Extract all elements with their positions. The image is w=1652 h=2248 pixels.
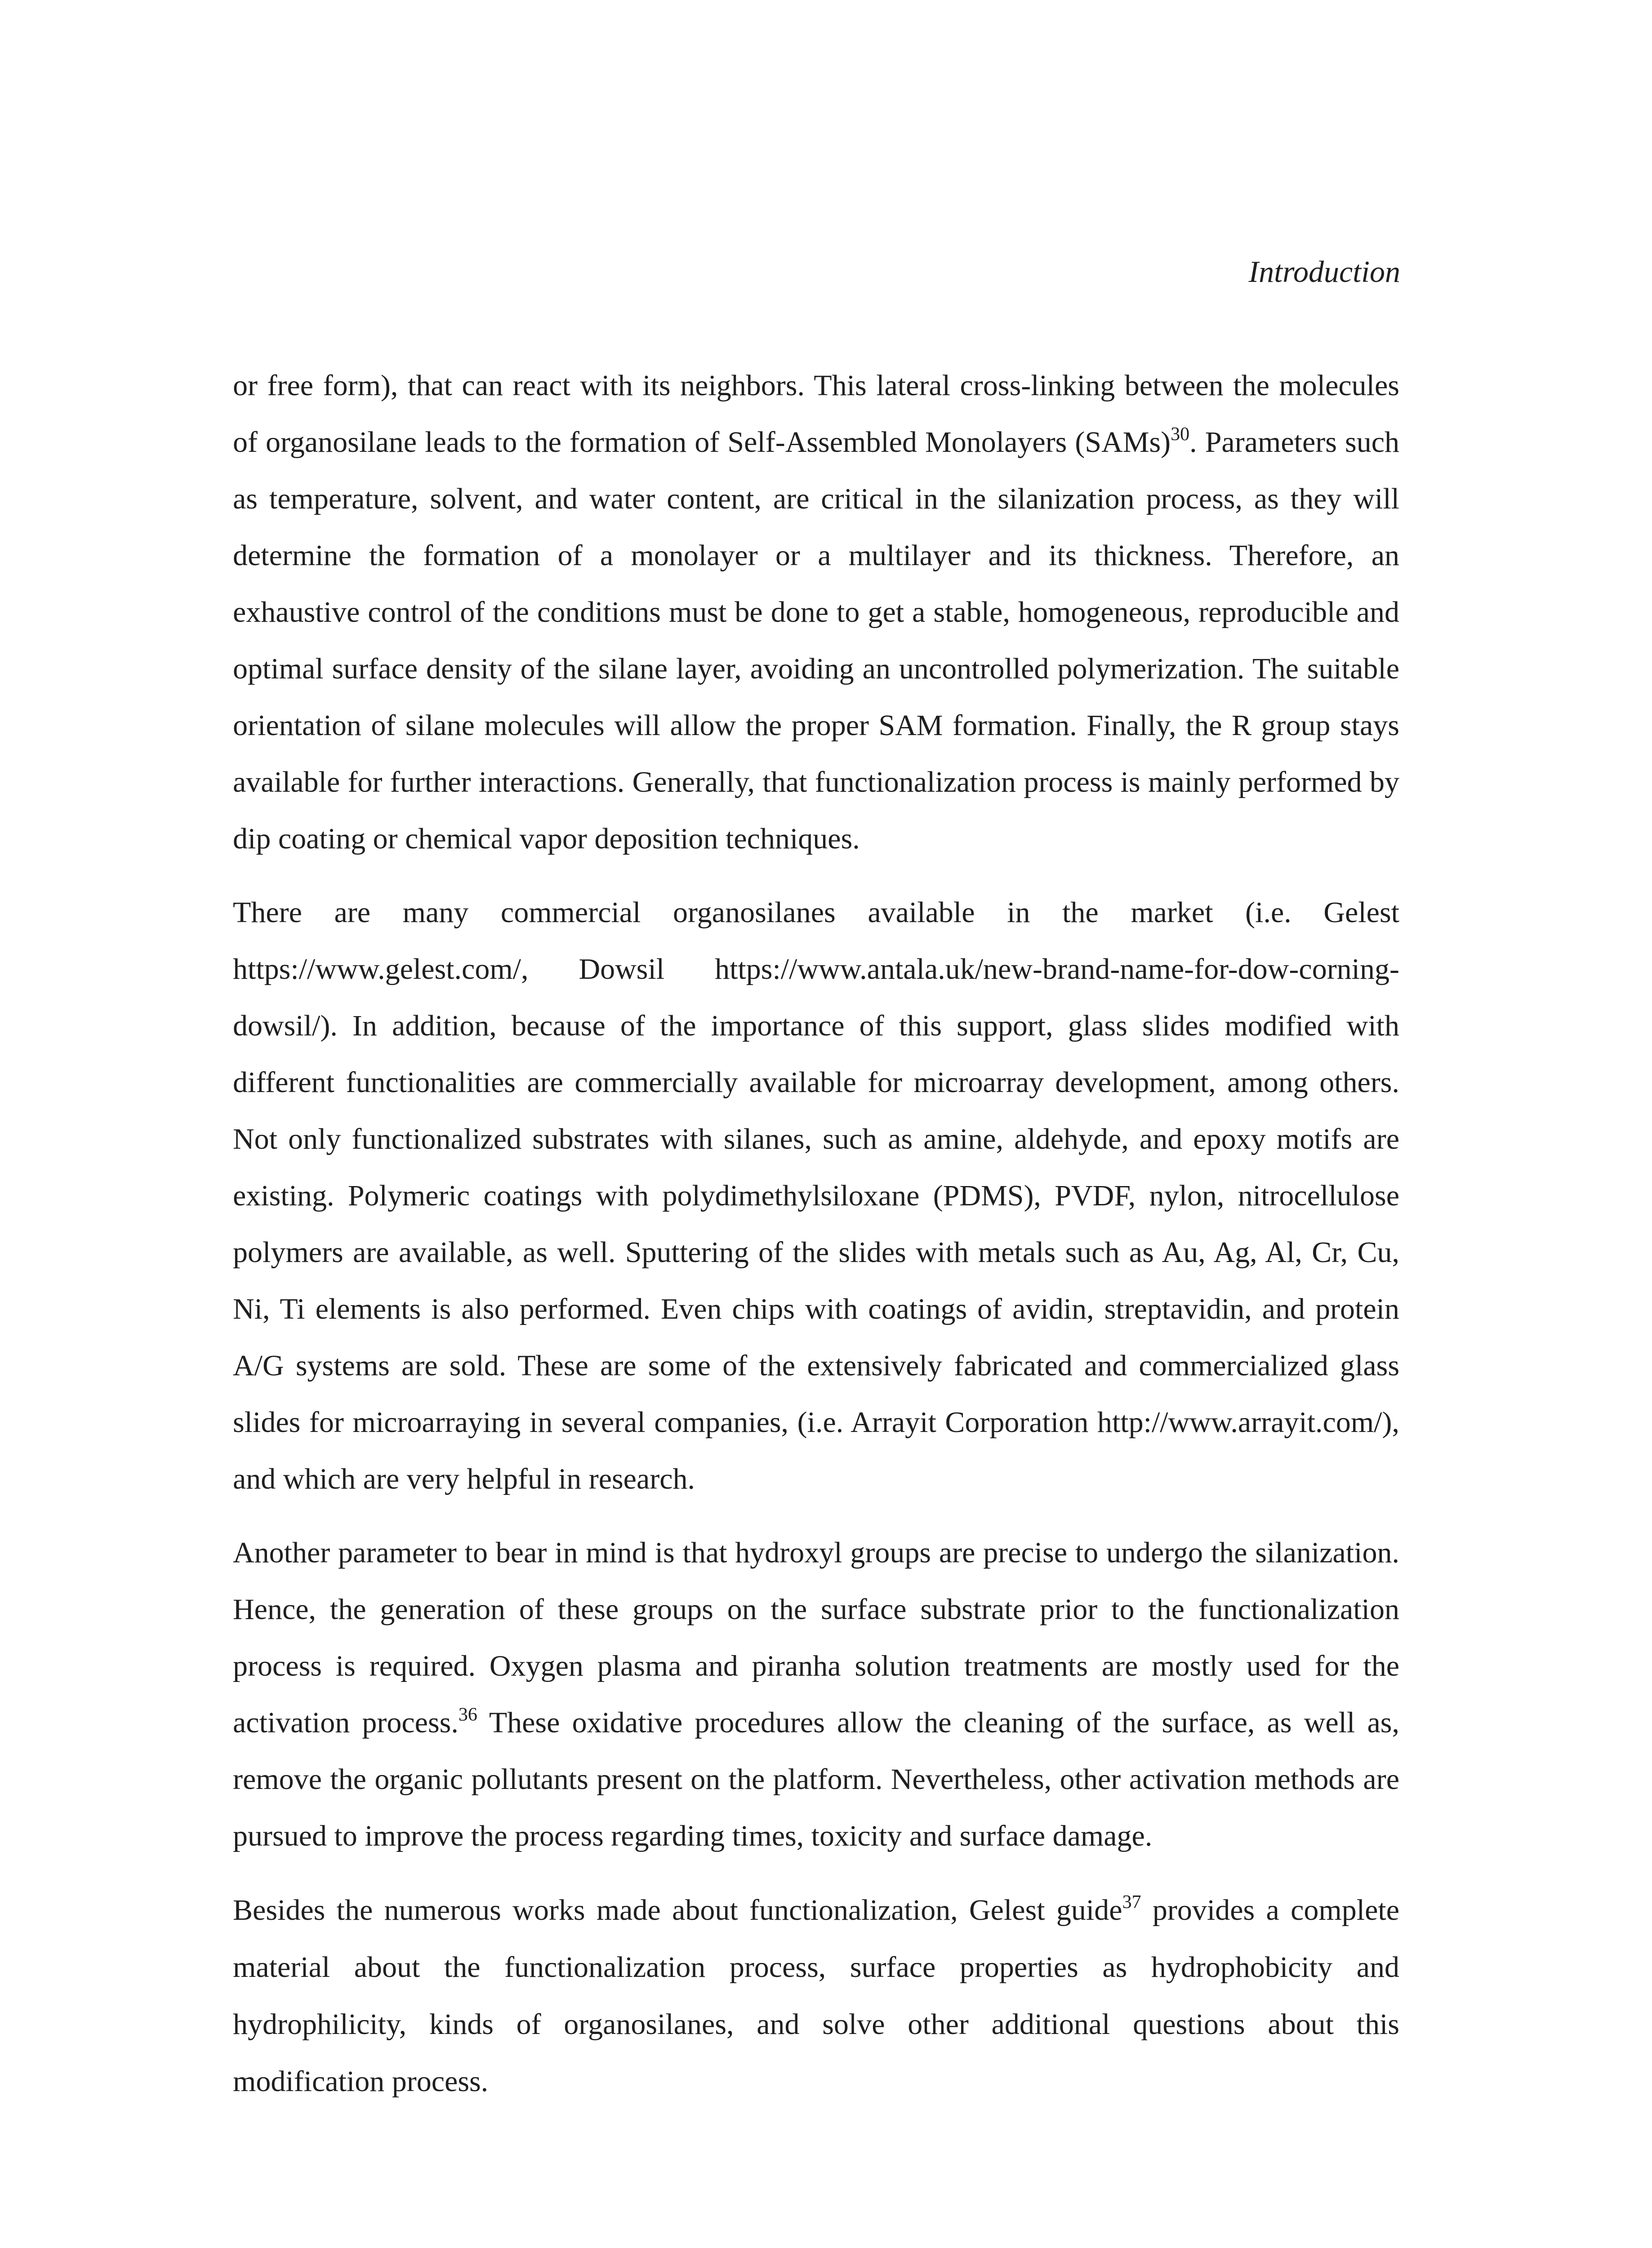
paragraph-text: provides a complete material about the functionalization process, surface properties as hydrophobicity and hydrophilicity, kinds of organosilanes, and solve other additional questions about this modification process. xyxy=(233,1894,1399,2098)
paragraph-2: There are many commercial organosilanes available in the market (i.e. Gelest https://www.gelest.com/, Dowsil https://www.antala.uk/new-brand-name-for-dow-corning-dowsil/). In addition, because of the importance of this support, glass slides modified with different functionalities are commercially available for microarray development, among others. Not only functionalized substrates with silanes, such as amine, aldehyde, and epoxy motifs are existing. Polymeric coatings with polydimethylsiloxane (PDMS), PVDF, nylon, nitrocellulose polymers are available, as well. Sputtering of the slides with metals such as Au, Ag, Al, Cr, Cu, Ni, Ti elements is also performed. Even chips with coatings of avidin, streptavidin, and protein A/G systems are sold. These are some of the extensively fabricated and commercialized glass slides for microarraying in several companies, (i.e. Arrayit Corporation http://www.arrayit.com/), and which are very helpful in research. xyxy=(233,896,1399,1495)
paragraph-text: Another parameter to bear in mind is that hydroxyl groups are precise to undergo the silanization. Hence, the generation of these groups on the surface substrate prior to the functionalization process is required. Oxygen plasma and piranha solution treatments are mostly used for the activation process. xyxy=(233,1536,1399,1739)
paragraph-text: or free form), that can react with its neighbors. This lateral cross-linking between the molecules of organosilane leads to the formation of Self-Assembled Monolayers (SAMs) xyxy=(233,369,1399,459)
paragraph-1 xyxy=(233,357,1399,867)
paragraph-3 xyxy=(233,1525,1399,1864)
paragraph-text: . Parameters such as temperature, solvent, and water content, are critical in the silanization process, as they will determine the formation of a monolayer or a multilayer and its thickness. Therefore, an exhaustive control of the conditions must be done to get a stable, homogeneous, reproducible and optimal surface density of the silane layer, avoiding an uncontrolled polymerization. The suitable orientation of silane molecules will allow the proper SAM formation. Finally, the R group stays available for further interactions. Generally, that functionalization process is mainly performed by dip coating or chemical vapor deposition techniques. xyxy=(233,426,1399,855)
body-text xyxy=(233,357,1399,2127)
citation-superscript: 37 xyxy=(1122,1892,1141,1913)
paragraph-text: Besides the numerous works made about functionalization, Gelest guide xyxy=(233,1894,1122,1927)
paragraph-text: These oxidative procedures allow the cleaning of the surface, as well as, remove the organic pollutants present on the platform. Nevertheless, other activation methods are pursued to improve the process regarding times, toxicity and surface damage. xyxy=(233,1706,1399,1852)
paragraph-4 xyxy=(233,1882,1399,2110)
running-header: Introduction xyxy=(1248,254,1400,289)
citation-superscript: 36 xyxy=(458,1704,477,1725)
citation-superscript: 30 xyxy=(1171,424,1190,445)
